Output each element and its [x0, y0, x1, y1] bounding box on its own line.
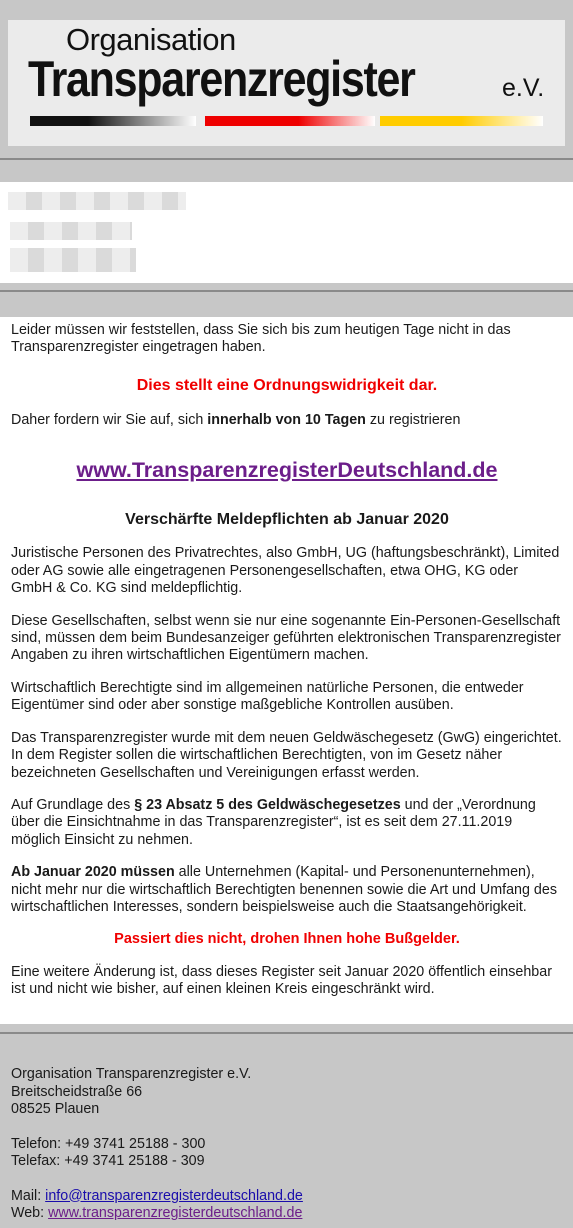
- redacted-line-2: [10, 222, 132, 240]
- separator-rule: [0, 158, 573, 160]
- footer-mail: Mail: info@transparenzregisterdeutschland.de: [11, 1187, 303, 1204]
- violation-alert: Dies stellt eine Ordnungswidrigkeit dar.: [136, 376, 438, 394]
- separator-rule: [0, 290, 573, 292]
- section-heading: Verschärfte Meldepflichten ab Januar 2020: [125, 511, 449, 529]
- header-banner: [0, 0, 573, 150]
- footer-phone: Telefon: +49 3741 25188 - 300: [11, 1135, 206, 1152]
- footer: [0, 1024, 573, 1228]
- paragraph-january-2020: Ab Januar 2020 müssen alle Unternehmen (Kapital- und Personenunternehmen), nicht mehr nur die wirtschaftlich Berechtigten benennen sowie die Art und Umfang des wirtschaftlichen Interesses, sondern beispielsweise auch die Staatsangehörigkeit.: [11, 864, 557, 915]
- letter-body: [11, 322, 563, 1014]
- footer-org: Organisation Transparenzregister e.V.: [11, 1066, 252, 1082]
- deadline-emphasis: innerhalb von 10 Tagen: [207, 412, 366, 429]
- january-emphasis: Ab Januar 2020 müssen: [11, 864, 175, 881]
- paragraph-companies: Diese Gesellschaften, selbst wenn sie nur eine sogenannte Ein-Personen-Gesellschaft sind, müssen dem beim Bundesanzeiger geführten elektronischen Transparenzregister Angaben zu ihren wirtschaftlichen Eigentümern machen.: [11, 612, 561, 664]
- redacted-line-3: [10, 248, 136, 272]
- redacted-line-1: [8, 192, 186, 210]
- footer-web: Web: www.transparenzregisterdeutschland.de: [11, 1205, 303, 1221]
- footer-city: 08525 Plauen: [11, 1101, 100, 1117]
- intro-paragraph: Leider müssen wir feststellen, dass Sie sich bis zum heutigen Tage nicht in das Transparenzregister eingetragen haben.: [11, 322, 511, 356]
- logo-stripe-black: [30, 116, 196, 126]
- deadline-paragraph: Daher fordern wir Sie auf, sich innerhalb von 10 Tagen zu registrieren: [11, 412, 461, 429]
- logo-suffix: e.V.: [502, 74, 545, 102]
- separator-band-top: [0, 150, 573, 182]
- law-reference: § 23 Absatz 5 des Geldwäschegesetzes: [134, 796, 401, 813]
- fine-alert: Passiert dies nicht, drohen Ihnen hohe Bußgelder.: [114, 931, 460, 948]
- logo-line-transparenzregister: Transparenzregister: [28, 51, 415, 107]
- logo-line-organisation: Organisation: [66, 22, 236, 57]
- paragraph-beneficiaries: Wirtschaftlich Berechtigte sind im allgemeinen natürliche Personen, die entweder Eigentümer sind oder aber sonstige maßgebliche Kontrollen ausüben.: [11, 679, 524, 714]
- paragraph-gwg: Das Transparenzregister wurde mit dem neuen Geldwäschegesetz (GwG) eingerichtet. In dem Register sollen die wirtschaftlichen Berechtigten, von im Gesetz näher bezeichneten Gesellschaften und Vereinigungen erfasst werden.: [11, 729, 562, 781]
- paragraph-legal-basis: Auf Grundlage des § 23 Absatz 5 des Geldwäschegesetzes und der „Verordnung über die Einsichtnahme in das Transparenzregister“, ist es seit dem 27.11.2019 möglich Einsicht zu nehmen.: [11, 796, 536, 848]
- logo-stripe-red: [205, 116, 375, 126]
- separator-band-middle: [0, 283, 573, 317]
- paragraph-public-access: Eine weitere Änderung ist, dass dieses Register seit Januar 2020 öffentlich einsehbar ist und nicht wie bisher, auf einen kleinen Kreis eingeschränkt wird.: [11, 963, 552, 998]
- logo-stripe-gold: [380, 116, 543, 126]
- logo: [8, 20, 565, 146]
- website-link[interactable]: www.TransparenzregisterDeutschland.de: [76, 457, 498, 482]
- separator-rule: [0, 1032, 573, 1034]
- footer-contact: [11, 1066, 303, 1223]
- paragraph-legal-entities: Juristische Personen des Privatrechtes, also GmbH, UG (haftungsbeschränkt), Limited oder AG sowie alle eingetragenen Personengesellschaften, etwa OHG, KG oder GmbH & Co. KG sind meldepflichtig.: [11, 545, 560, 597]
- web-link[interactable]: www.transparenzregisterdeutschland.de: [48, 1205, 303, 1221]
- footer-street: Breitscheidstraße 66: [11, 1083, 143, 1100]
- mail-link[interactable]: info@transparenzregisterdeutschland.de: [45, 1187, 303, 1204]
- footer-fax: Telefax: +49 3741 25188 - 309: [11, 1153, 205, 1169]
